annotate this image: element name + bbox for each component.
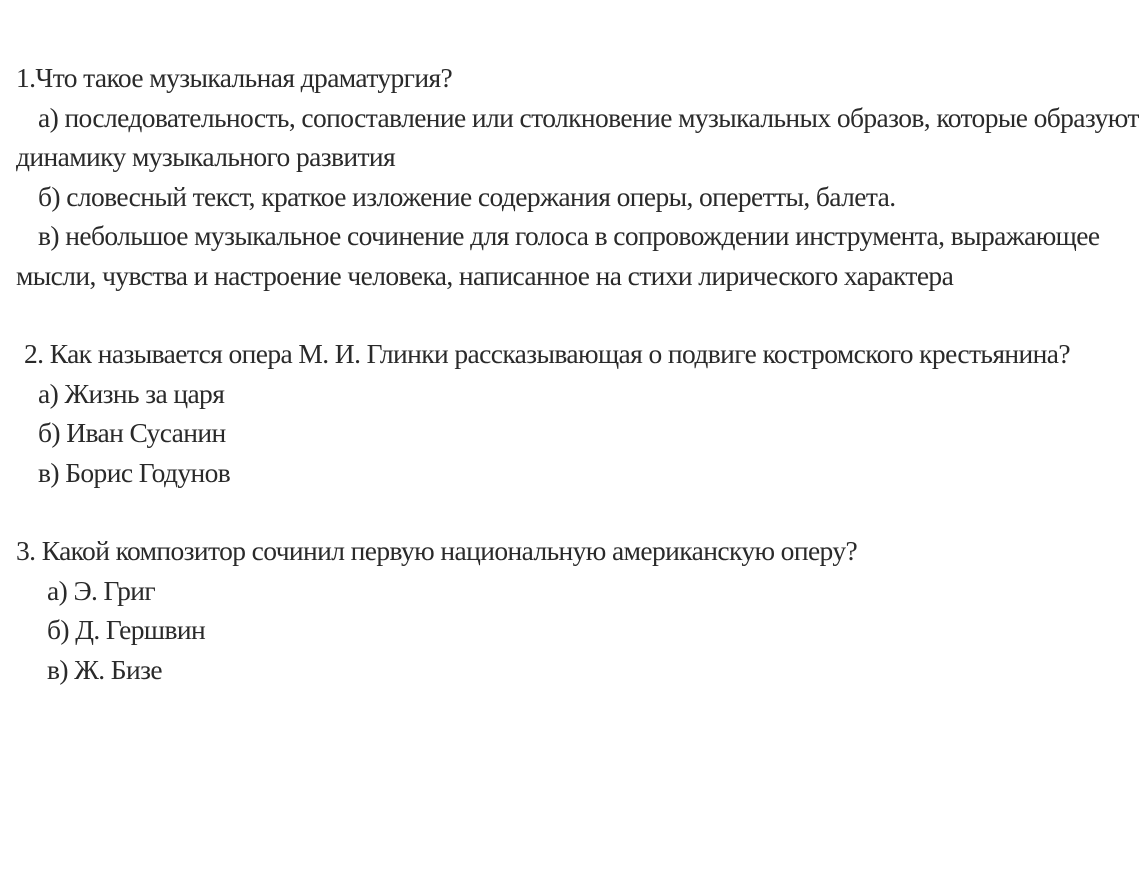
question-1-option-a: а) последовательность, сопоставление или столкновение музыкальных образов, которые образуют динамику музыкального развития bbox=[16, 101, 1139, 172]
question-3-option-c: в) Ж. Бизе bbox=[47, 653, 162, 685]
question-2-option-b: б) Иван Сусанин bbox=[38, 417, 226, 448]
question-2-option-c: в) Борис Годунов bbox=[38, 456, 231, 488]
question-3-text: 3. Какой композитор сочинил первую национальную американскую оперу? bbox=[16, 535, 858, 566]
question-3-option-b: б) Д. Гершвин bbox=[47, 614, 206, 645]
question-2 bbox=[16, 334, 1141, 492]
question-1 bbox=[16, 58, 1141, 295]
quiz-document bbox=[16, 58, 1141, 689]
question-3-option-a: а) Э. Григ bbox=[47, 574, 156, 606]
question-1-text: 1.Что такое музыкальная драматургия? bbox=[16, 62, 453, 93]
question-3 bbox=[16, 531, 1141, 689]
question-1-option-c: в) небольшое музыкальное сочинение для голоса в сопровождении инструмента, выражающее мысли, чувства и настроение человека, написанное на стихи лирического характера bbox=[16, 220, 1100, 291]
question-1-option-b: б) словесный текст, краткое изложение содержания оперы, оперетты, балета. bbox=[38, 180, 896, 212]
question-2-option-a: а) Жизнь за царя bbox=[38, 377, 225, 409]
question-2-text: 2. Как называется опера М. И. Глинки рассказывающая о подвиге костромского крестьянина? bbox=[24, 338, 1070, 369]
